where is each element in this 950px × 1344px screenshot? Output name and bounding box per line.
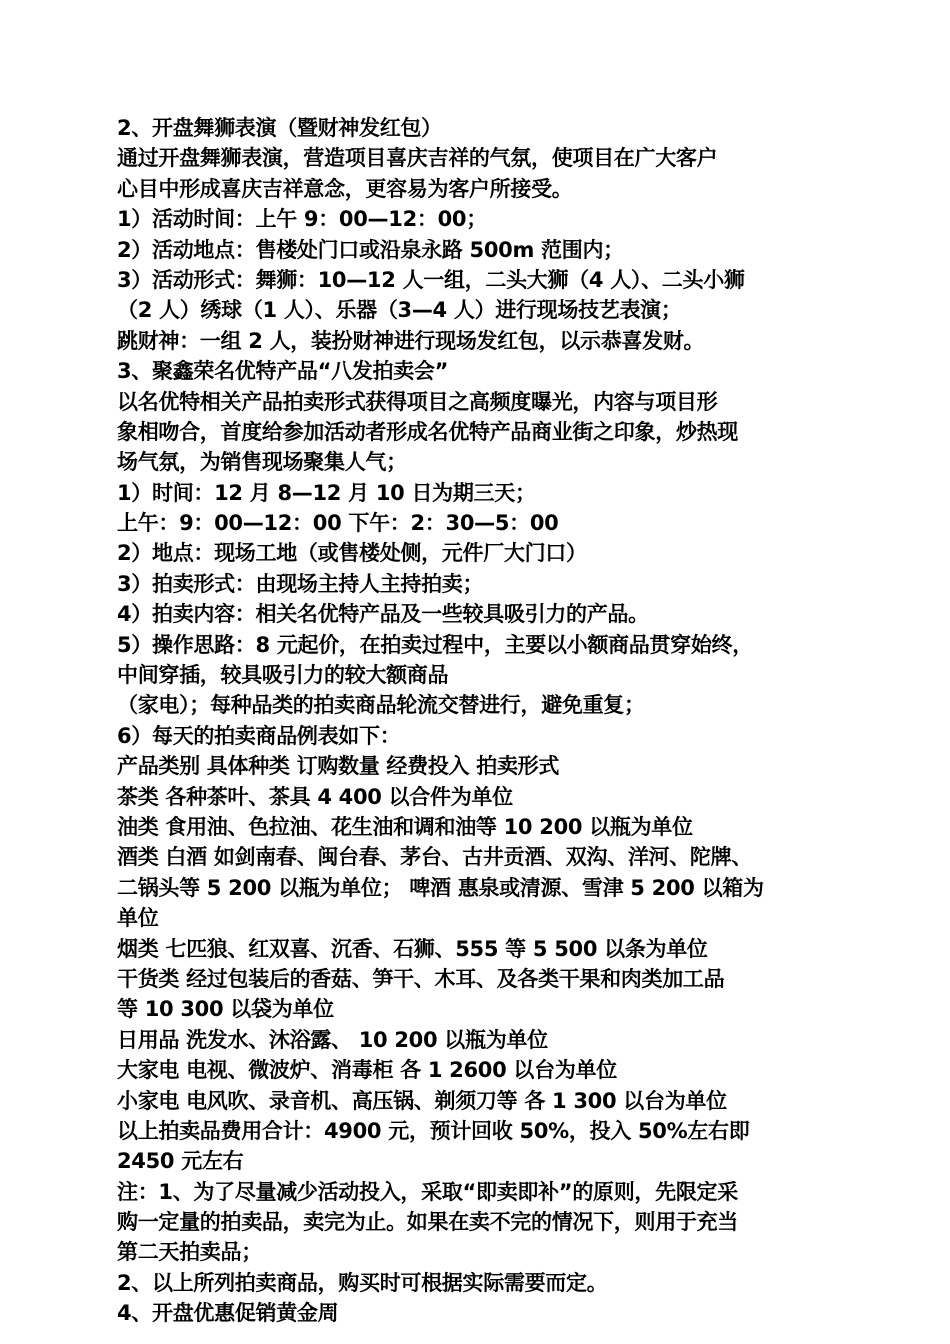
note-line: 注：1、为了尽量减少活动投入，采取“即卖即补”的原则，先限定采 <box>117 1179 738 1204</box>
list-item-activity-format: 3）活动形式：舞狮：10—12 人一组，二头大狮（4 人）、二头小狮 <box>117 267 745 292</box>
table-row-line: 烟类 七匹狼、红双喜、沉香、石狮、555 等 5 500 以条为单位 <box>117 936 708 961</box>
table-row-line: 二锅头等 5 200 以瓶为单位； 啤酒 惠泉或清源、雪津 5 200 以箱为 <box>117 875 764 900</box>
table-row-line: 干货类 经过包装后的香菇、笋干、木耳、及各类干果和肉类加工品 <box>117 966 725 991</box>
section-heading-lion-dance: 2、开盘舞狮表演（暨财神发红包） <box>117 116 442 140</box>
paragraph-line: 通过开盘舞狮表演，营造项目喜庆吉祥的气氛，使项目在广大客户 <box>117 146 718 171</box>
total-cost-line: 以上拍卖品费用合计：4900 元，预计回收 50%，投入 50%左右即 <box>117 1118 750 1143</box>
list-item-auction-format: 3）拍卖形式：由现场主持人主持拍卖； <box>117 571 484 596</box>
paragraph-line: 场气氛，为销售现场聚集人气； <box>117 450 407 475</box>
note-line: 第二天拍卖品； <box>117 1240 262 1265</box>
list-item-auction-time: 1）时间：12 月 8—12 月 10 日为期三天； <box>117 480 536 505</box>
section-heading-auction: 3、聚鑫荣名优特产品“八发拍卖会” <box>117 359 449 384</box>
table-row-line: 大家电 电视、微波炉、消毒柜 各 1 2600 以台为单位 <box>117 1058 617 1083</box>
paragraph-line: 上午：9：00—12：00 下午：2：30—5：00 <box>117 511 559 536</box>
paragraph-line: 跳财神：一组 2 人，装扮财神进行现场发红包，以示恭喜发财。 <box>117 328 705 353</box>
list-item-activity-location: 2）活动地点：售楼处门口或沿泉永路 500m 范围内； <box>117 237 624 262</box>
paragraph-line: 象相吻合，首度给参加活动者形成名优特产品商业街之印象，炒热现 <box>117 419 738 444</box>
table-row-line: 小家电 电风吹、录音机、高压锅、剃须刀等 各 1 300 以台为单位 <box>117 1088 727 1113</box>
section-heading-golden-week: 4、开盘优惠促销黄金周 <box>117 1301 339 1326</box>
table-row-line: 等 10 300 以袋为单位 <box>117 997 334 1022</box>
list-item-operation-idea: 5）操作思路：8 元起价，在拍卖过程中，主要以小额商品贯穿始终， <box>117 632 753 657</box>
paragraph-line: 以名优特相关产品拍卖形式获得项目之高频度曝光，内容与项目形 <box>117 389 718 414</box>
note-line: 购一定量的拍卖品，卖完为止。如果在卖不完的情况下，则用于充当 <box>117 1210 738 1235</box>
document-body <box>117 113 847 1329</box>
paragraph-line: （2 人）绣球（1 人）、乐器（3—4 人）进行现场技艺表演； <box>117 298 682 323</box>
table-row-line: 酒类 白酒 如剑南春、闽台春、茅台、古井贡酒、双沟、洋河、陀牌、 <box>117 845 753 870</box>
table-row-line: 茶类 各种茶叶、茶具 4 400 以合件为单位 <box>117 784 513 809</box>
list-item-auction-content: 4）拍卖内容：相关名优特产品及一些较具吸引力的产品。 <box>117 602 649 627</box>
table-row-line: 日用品 洗发水、沐浴露、 10 200 以瓶为单位 <box>117 1027 548 1052</box>
list-item-auction-location: 2）地点：现场工地（或售楼处侧，元件厂大门口） <box>117 541 587 566</box>
list-item-activity-time: 1）活动时间：上午 9：00—12：00； <box>117 207 487 232</box>
table-row-line: 油类 食用油、色拉油、花生油和调和油等 10 200 以瓶为单位 <box>117 814 693 839</box>
table-header-line: 产品类别 具体种类 订购数量 经费投入 拍卖形式 <box>117 754 560 779</box>
paragraph-line: （家电）；每种品类的拍卖商品轮流交替进行，避免重复； <box>117 693 645 718</box>
total-cost-line: 2450 元左右 <box>117 1149 244 1174</box>
paragraph-line: 心目中形成喜庆吉祥意念，更容易为客户所接受。 <box>117 176 573 201</box>
paragraph-line: 中间穿插，较具吸引力的较大额商品 <box>117 663 449 688</box>
note-line: 2、以上所列拍卖商品，购买时可根据实际需要而定。 <box>117 1270 608 1295</box>
list-item-daily-items: 6）每天的拍卖商品例表如下： <box>117 723 401 748</box>
table-row-line: 单位 <box>117 906 159 931</box>
